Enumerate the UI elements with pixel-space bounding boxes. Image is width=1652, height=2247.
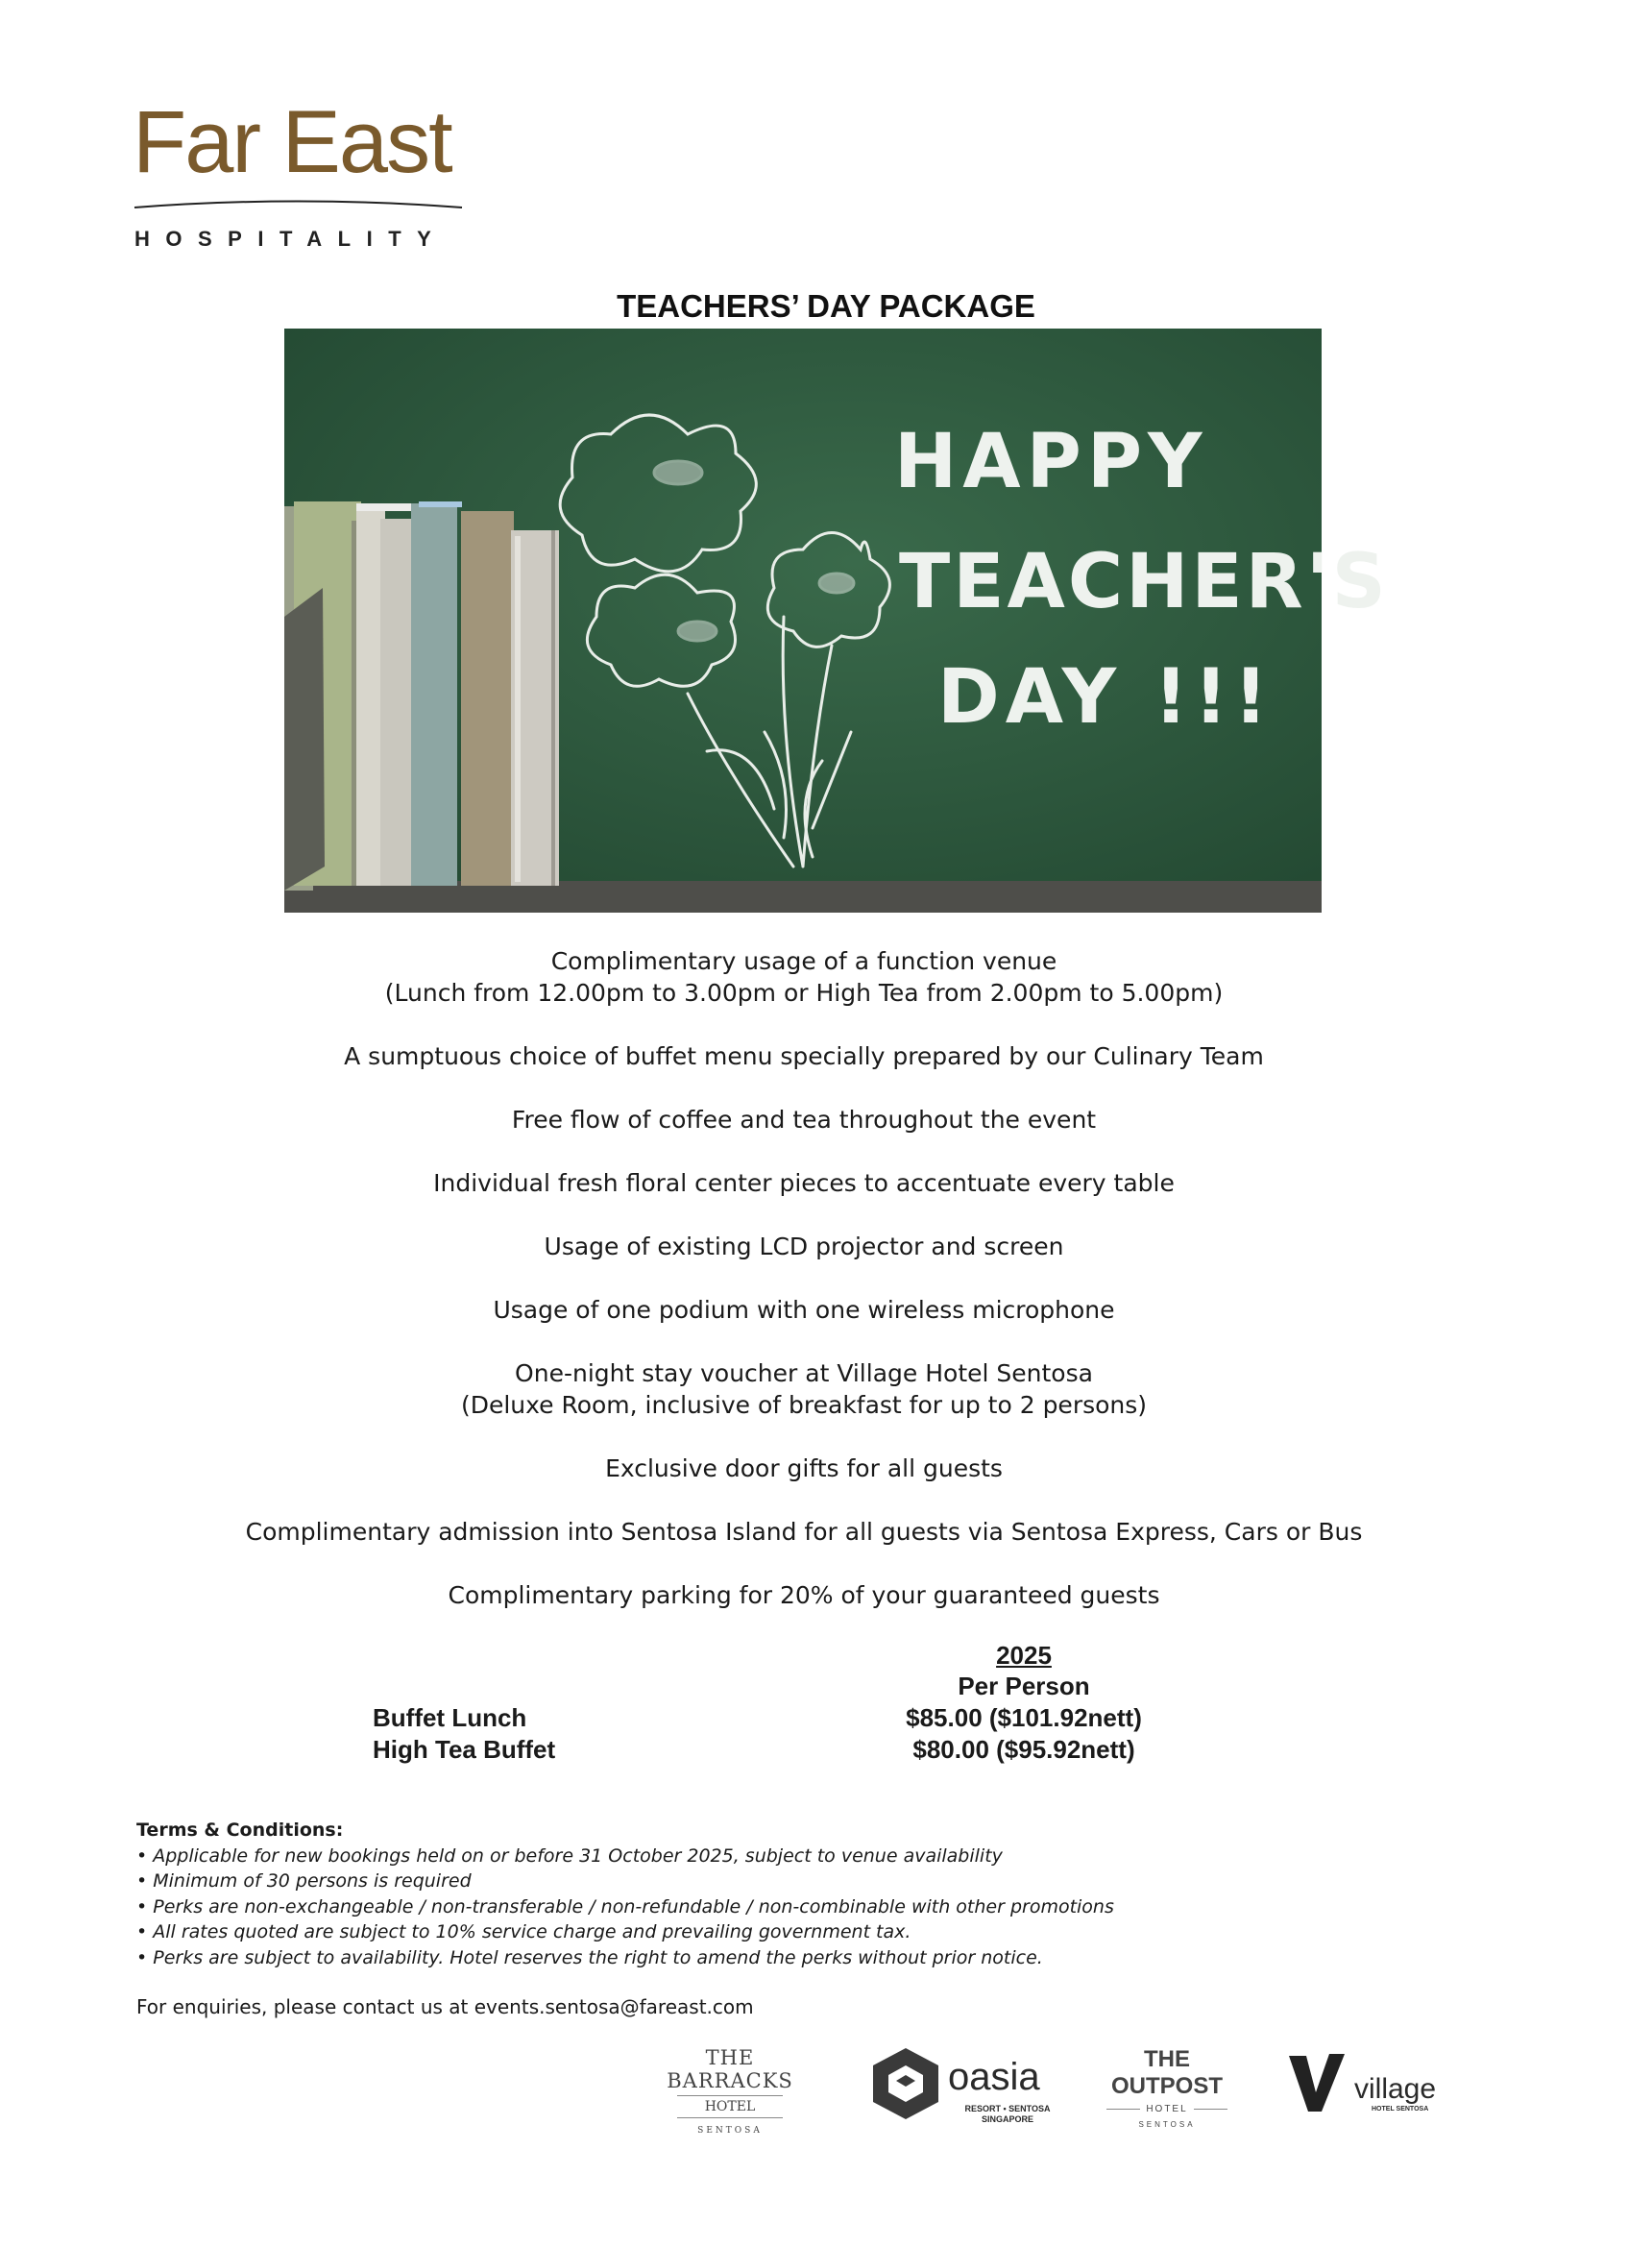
- feature-text: (Deluxe Room, inclusive of breakfast for up to 2 persons): [460, 1391, 1148, 1419]
- barracks-hotel-logo: [644, 2046, 816, 2136]
- logo-swoosh: [133, 197, 464, 210]
- feature-text: Complimentary usage of a function venue: [550, 947, 1057, 975]
- barracks-logo-sub: HOTEL: [704, 2099, 756, 2114]
- contact-enquiry-text: For enquiries, please contact us at events.sentosa@fareast.com: [136, 1995, 754, 2018]
- hero-chalkboard-image: [284, 329, 1389, 913]
- oasia-logo-word: oasia: [948, 2056, 1040, 2098]
- village-logo-word: village: [1354, 2073, 1437, 2105]
- feature-item: [0, 1104, 1608, 1136]
- barracks-logo-main: THE BARRACKS: [667, 2046, 793, 2092]
- feature-text: (Lunch from 12.00pm to 3.00pm or High Tea from 2.00pm to 5.00pm): [384, 979, 1224, 1007]
- terms-item: • Applicable for new bookings held on or before 31 October 2025, subject to venue availability: [136, 1844, 1003, 1867]
- terms-item: • Perks are non-exchangeable / non-transferable / non-refundable / non-combinable with other promotions: [136, 1895, 1114, 1917]
- feature-text: Complimentary parking for 20% of your guaranteed guests: [448, 1581, 1160, 1609]
- feature-item: [0, 1579, 1608, 1611]
- outpost-logo-sub: HOTEL: [1146, 2104, 1188, 2114]
- village-hotel-logo: [1287, 2052, 1450, 2119]
- feature-item: [0, 1516, 1608, 1548]
- terms-and-conditions: [136, 1818, 1114, 1970]
- feature-text: Usage of existing LCD projector and screen: [544, 1233, 1064, 1260]
- price-item-name: Buffet Lunch: [373, 1703, 527, 1732]
- feature-text: Usage of one podium with one wireless microphone: [493, 1296, 1115, 1324]
- page-title: TEACHERS’ DAY PACKAGE: [617, 288, 1035, 324]
- terms-title: Terms & Conditions:: [136, 1820, 344, 1841]
- feature-item: [0, 1040, 1608, 1072]
- feature-item: [0, 1167, 1608, 1199]
- barracks-logo-location: SENTOSA: [697, 2126, 763, 2136]
- feature-text: A sumptuous choice of buffet menu specially prepared by our Culinary Team: [344, 1042, 1264, 1070]
- outpost-logo-main: THE OUTPOST: [1110, 2046, 1223, 2099]
- feature-item: [0, 1453, 1608, 1484]
- price-item-name: High Tea Buffet: [373, 1735, 556, 1764]
- price-item-value: $85.00 ($101.92nett): [906, 1703, 1142, 1732]
- oasia-mark-icon: [871, 2046, 940, 2121]
- feature-text: Individual fresh floral center pieces to accentuate every table: [433, 1169, 1175, 1197]
- feature-item: [0, 1231, 1608, 1262]
- terms-item: • Perks are subject to availability. Hotel reserves the right to amend the perks without prior notice.: [136, 1946, 1043, 1968]
- svg-text:TEACHER'S: TEACHER'S: [899, 539, 1389, 625]
- far-east-logo-subtitle: HOSPITALITY: [134, 227, 448, 251]
- feature-text: One-night stay voucher at Village Hotel Sentosa: [515, 1359, 1093, 1387]
- outpost-hotel-logo: [1095, 2046, 1239, 2129]
- price-unit-heading: Per Person: [958, 1672, 1090, 1700]
- terms-item: • All rates quoted are subject to 10% service charge and prevailing government tax.: [136, 1921, 911, 1942]
- village-logo-sub: HOTEL SENTOSA: [1372, 2106, 1429, 2113]
- feature-text: Complimentary admission into Sentosa Island for all guests via Sentosa Express, Cars or Bus: [245, 1518, 1363, 1546]
- svg-text:HAPPY: HAPPY: [894, 419, 1208, 505]
- feature-item: [0, 945, 1608, 1009]
- package-features-list: [0, 945, 1608, 1643]
- books-illustration: [284, 501, 559, 891]
- feature-text: Exclusive door gifts for all guests: [605, 1454, 1003, 1482]
- price-item-value: $80.00 ($95.92nett): [912, 1735, 1135, 1764]
- feature-text: Free flow of coffee and tea throughout the event: [511, 1106, 1097, 1134]
- oasia-resort-logo: [871, 2046, 1054, 2123]
- terms-item: • Minimum of 30 persons is required: [136, 1870, 472, 1892]
- oasia-logo-sub: RESORT • SENTOSA SINGAPORE: [964, 2104, 1051, 2124]
- price-year-heading: 2025: [996, 1641, 1052, 1670]
- feature-item: [0, 1357, 1608, 1421]
- outpost-logo-location: SENTOSA: [1138, 2120, 1196, 2129]
- svg-text:DAY !!!: DAY !!!: [937, 654, 1275, 741]
- far-east-logo-text: Far East: [133, 93, 451, 191]
- village-v-icon: [1287, 2052, 1347, 2113]
- feature-item: [0, 1294, 1608, 1326]
